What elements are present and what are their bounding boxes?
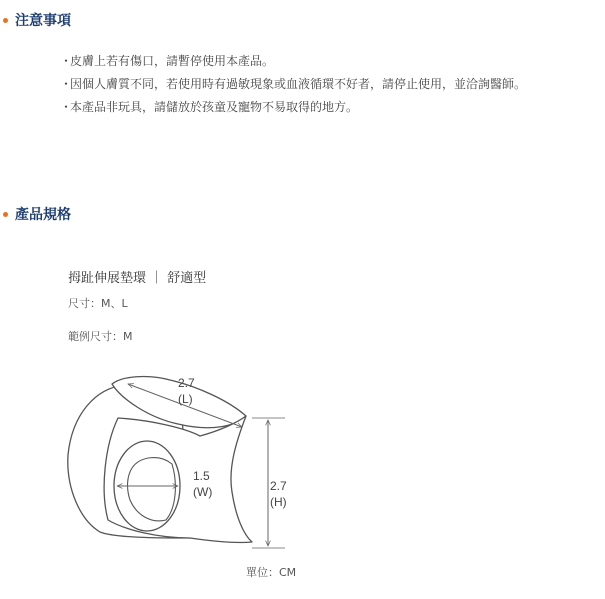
list-item bbox=[60, 98, 600, 116]
orange-dot-icon bbox=[3, 18, 8, 23]
precaution-text: 本產品非玩具，請儲放於孩童及寵物不易取得的地方。 bbox=[70, 100, 359, 114]
product-dimension-diagram bbox=[0, 360, 605, 560]
precautions-title: 注意事項 bbox=[15, 13, 71, 29]
specs-title: 產品規格 bbox=[15, 207, 71, 223]
height-code-label: (H) bbox=[270, 495, 287, 509]
list-item bbox=[60, 75, 600, 93]
bullet-glyph: ・ bbox=[60, 77, 73, 91]
length-value-label: 2.7 bbox=[178, 376, 195, 390]
precautions-heading bbox=[0, 10, 71, 30]
precaution-text: 因個人膚質不同，若使用時有過敏現象或血液循環不好者，請停止使用，並洽詢醫師。 bbox=[70, 77, 527, 91]
bullet-glyph: ・ bbox=[60, 100, 73, 114]
list-item bbox=[60, 52, 600, 70]
orange-dot-icon bbox=[3, 212, 8, 217]
height-value-label: 2.7 bbox=[270, 479, 287, 493]
precaution-text: 皮膚上若有傷口，請暫停使用本產品。 bbox=[70, 54, 275, 68]
size-line: 尺寸：M、L bbox=[68, 297, 128, 310]
width-value-label: 1.5 bbox=[193, 469, 210, 483]
specs-heading bbox=[0, 204, 71, 224]
length-code-label: (L) bbox=[178, 392, 193, 406]
product-name: 拇趾伸展墊環 ｜ 舒適型 bbox=[68, 271, 207, 286]
bullet-glyph: ・ bbox=[60, 54, 73, 68]
precautions-list bbox=[60, 52, 600, 121]
example-size-line: 範例尺寸：M bbox=[68, 330, 133, 343]
unit-label: 單位：CM bbox=[246, 566, 297, 579]
width-code-label: (W) bbox=[193, 485, 213, 499]
